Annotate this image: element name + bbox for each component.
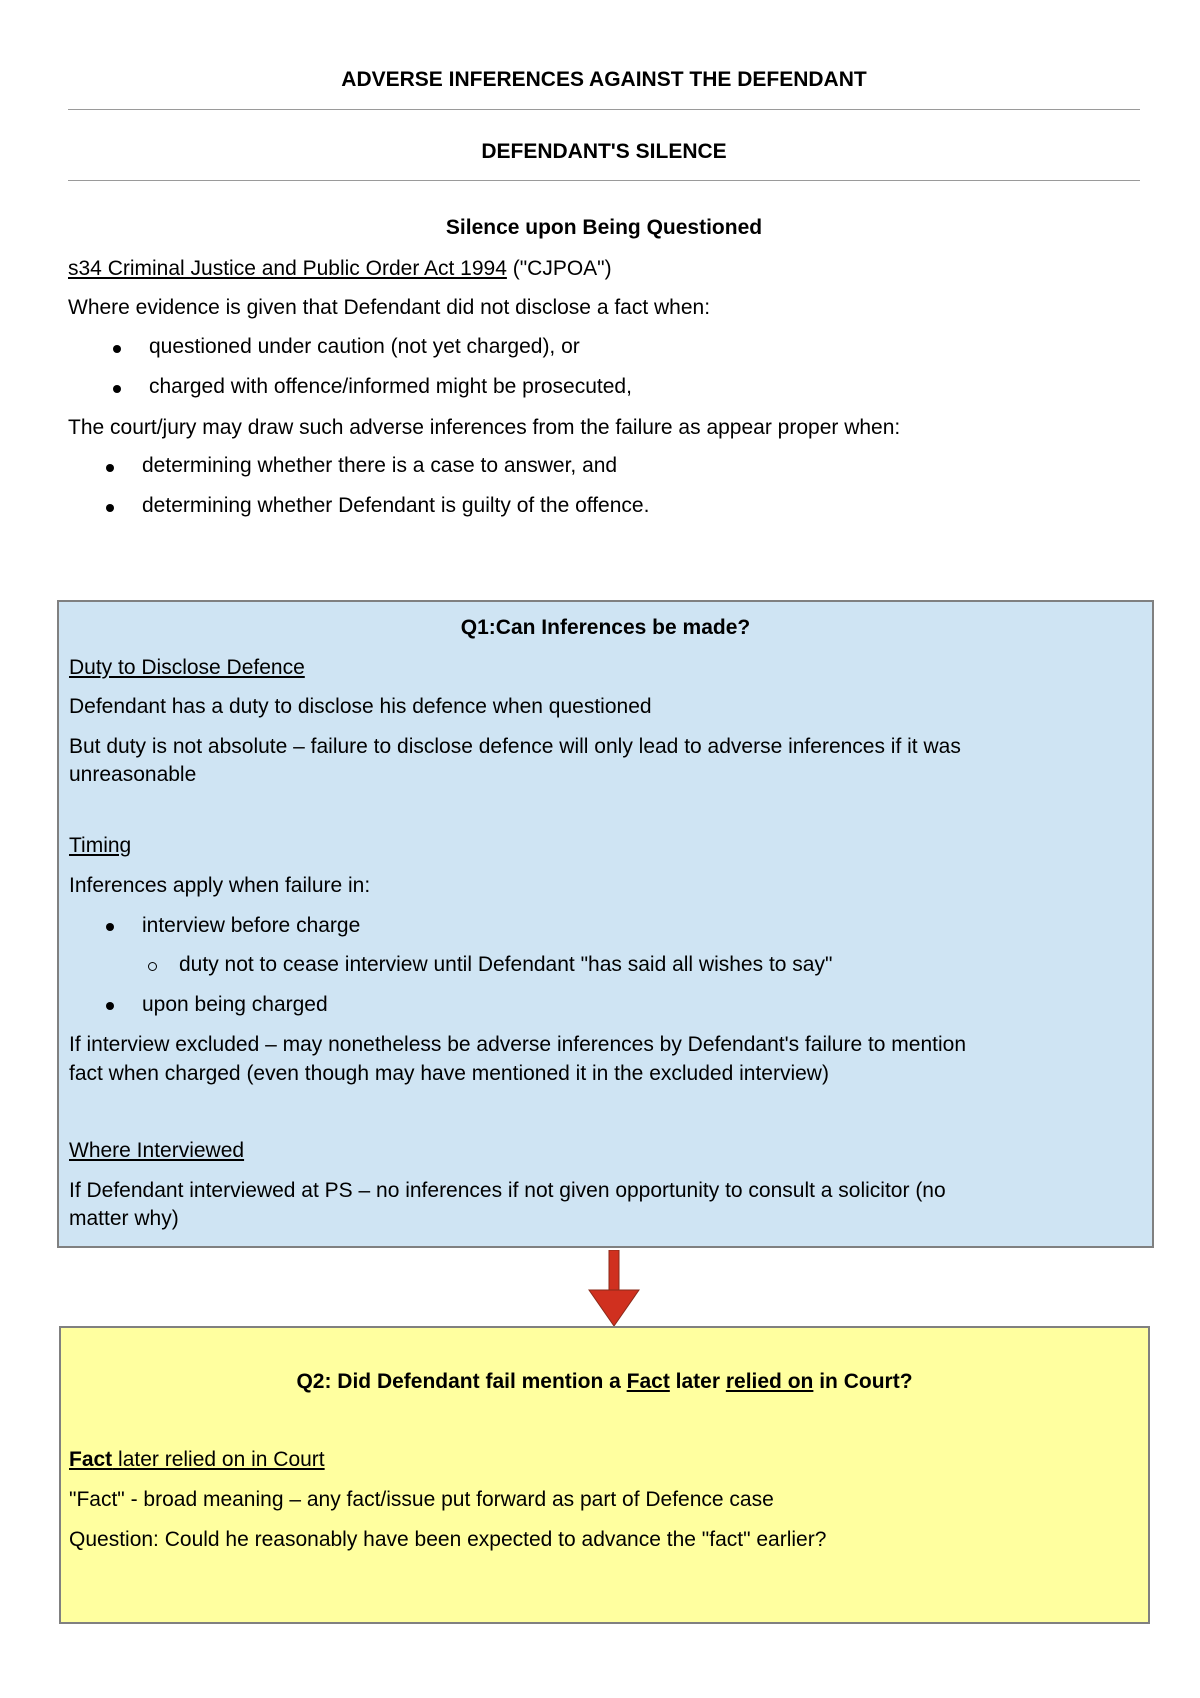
list-item: upon being charged bbox=[142, 993, 328, 1016]
list-item: charged with offence/informed might be prosecuted, bbox=[149, 375, 632, 398]
timing-title: Timing bbox=[69, 834, 132, 857]
q1-box bbox=[57, 600, 1154, 1248]
sub-list-item: duty not to cease interview until Defendant "has said all wishes to say" bbox=[179, 953, 833, 976]
q2-heading-fact: Fact bbox=[626, 1370, 670, 1393]
fact-title-rest: later relied on in Court bbox=[112, 1448, 325, 1471]
sub-bullet-circle bbox=[148, 962, 157, 971]
duty-line-2-cont: unreasonable bbox=[69, 763, 197, 786]
where-title: Where Interviewed bbox=[69, 1139, 245, 1162]
duty-title: Duty to Disclose Defence bbox=[69, 656, 305, 679]
q2-heading-mid: later bbox=[669, 1370, 726, 1393]
middle-text: The court/jury may draw such adverse inferences from the failure as appear proper when: bbox=[68, 416, 901, 439]
q2-heading-relied: relied on bbox=[725, 1370, 814, 1393]
excluded-line-cont: fact when charged (even though may have mentioned it in the excluded interview) bbox=[69, 1062, 829, 1085]
where-line: If Defendant interviewed at PS – no inferences if not given opportunity to consult a solicitor (no bbox=[69, 1179, 946, 1202]
bullet-dot bbox=[106, 464, 114, 472]
document-subtitle: DEFENDANT'S SILENCE bbox=[481, 140, 727, 163]
divider bbox=[68, 109, 1140, 110]
timing-intro: Inferences apply when failure in: bbox=[69, 874, 371, 897]
q2-heading-pre: Q2: Did Defendant fail mention a bbox=[296, 1370, 627, 1393]
list-item: questioned under caution (not yet charged), or bbox=[149, 335, 580, 358]
statute-link[interactable]: s34 Criminal Justice and Public Order Act 1994 bbox=[68, 257, 507, 280]
q1-heading: Q1:Can Inferences be made? bbox=[460, 616, 751, 639]
list-item: determining whether Defendant is guilty of the offence. bbox=[142, 494, 650, 517]
bullet-dot bbox=[106, 923, 114, 931]
statute-line bbox=[68, 256, 612, 282]
fact-title-bold: Fact bbox=[69, 1448, 113, 1471]
q2-heading-post: in Court? bbox=[813, 1370, 913, 1393]
statute-suffix: ("CJPOA") bbox=[506, 257, 612, 280]
list-item: interview before charge bbox=[142, 914, 361, 937]
bullet-dot bbox=[106, 504, 114, 512]
section-heading: Silence upon Being Questioned bbox=[445, 216, 763, 239]
intro-text: Where evidence is given that Defendant did not disclose a fact when: bbox=[68, 296, 711, 319]
list-item: determining whether there is a case to answer, and bbox=[142, 454, 618, 477]
fact-title bbox=[69, 1445, 325, 1474]
q2-heading bbox=[61, 1370, 1148, 1394]
where-line-cont: matter why) bbox=[69, 1207, 179, 1230]
q2-box bbox=[59, 1326, 1150, 1624]
excluded-line: If interview excluded – may nonetheless be adverse inferences by Defendant's failure to mention bbox=[69, 1033, 967, 1056]
fact-line-1: "Fact" - broad meaning – any fact/issue put forward as part of Defence case bbox=[69, 1488, 774, 1511]
duty-line-2: But duty is not absolute – failure to disclose defence will only lead to adverse inferences if it was bbox=[69, 735, 961, 758]
fact-line-2: Question: Could he reasonably have been expected to advance the "fact" earlier? bbox=[69, 1528, 827, 1551]
document-title: ADVERSE INFERENCES AGAINST THE DEFENDANT bbox=[341, 68, 867, 91]
bullet-dot bbox=[113, 345, 121, 353]
bullet-dot bbox=[106, 1002, 114, 1010]
down-arrow-icon bbox=[587, 1250, 641, 1328]
bullet-dot bbox=[113, 385, 121, 393]
divider bbox=[68, 180, 1140, 181]
duty-line-1: Defendant has a duty to disclose his defence when questioned bbox=[69, 695, 652, 718]
